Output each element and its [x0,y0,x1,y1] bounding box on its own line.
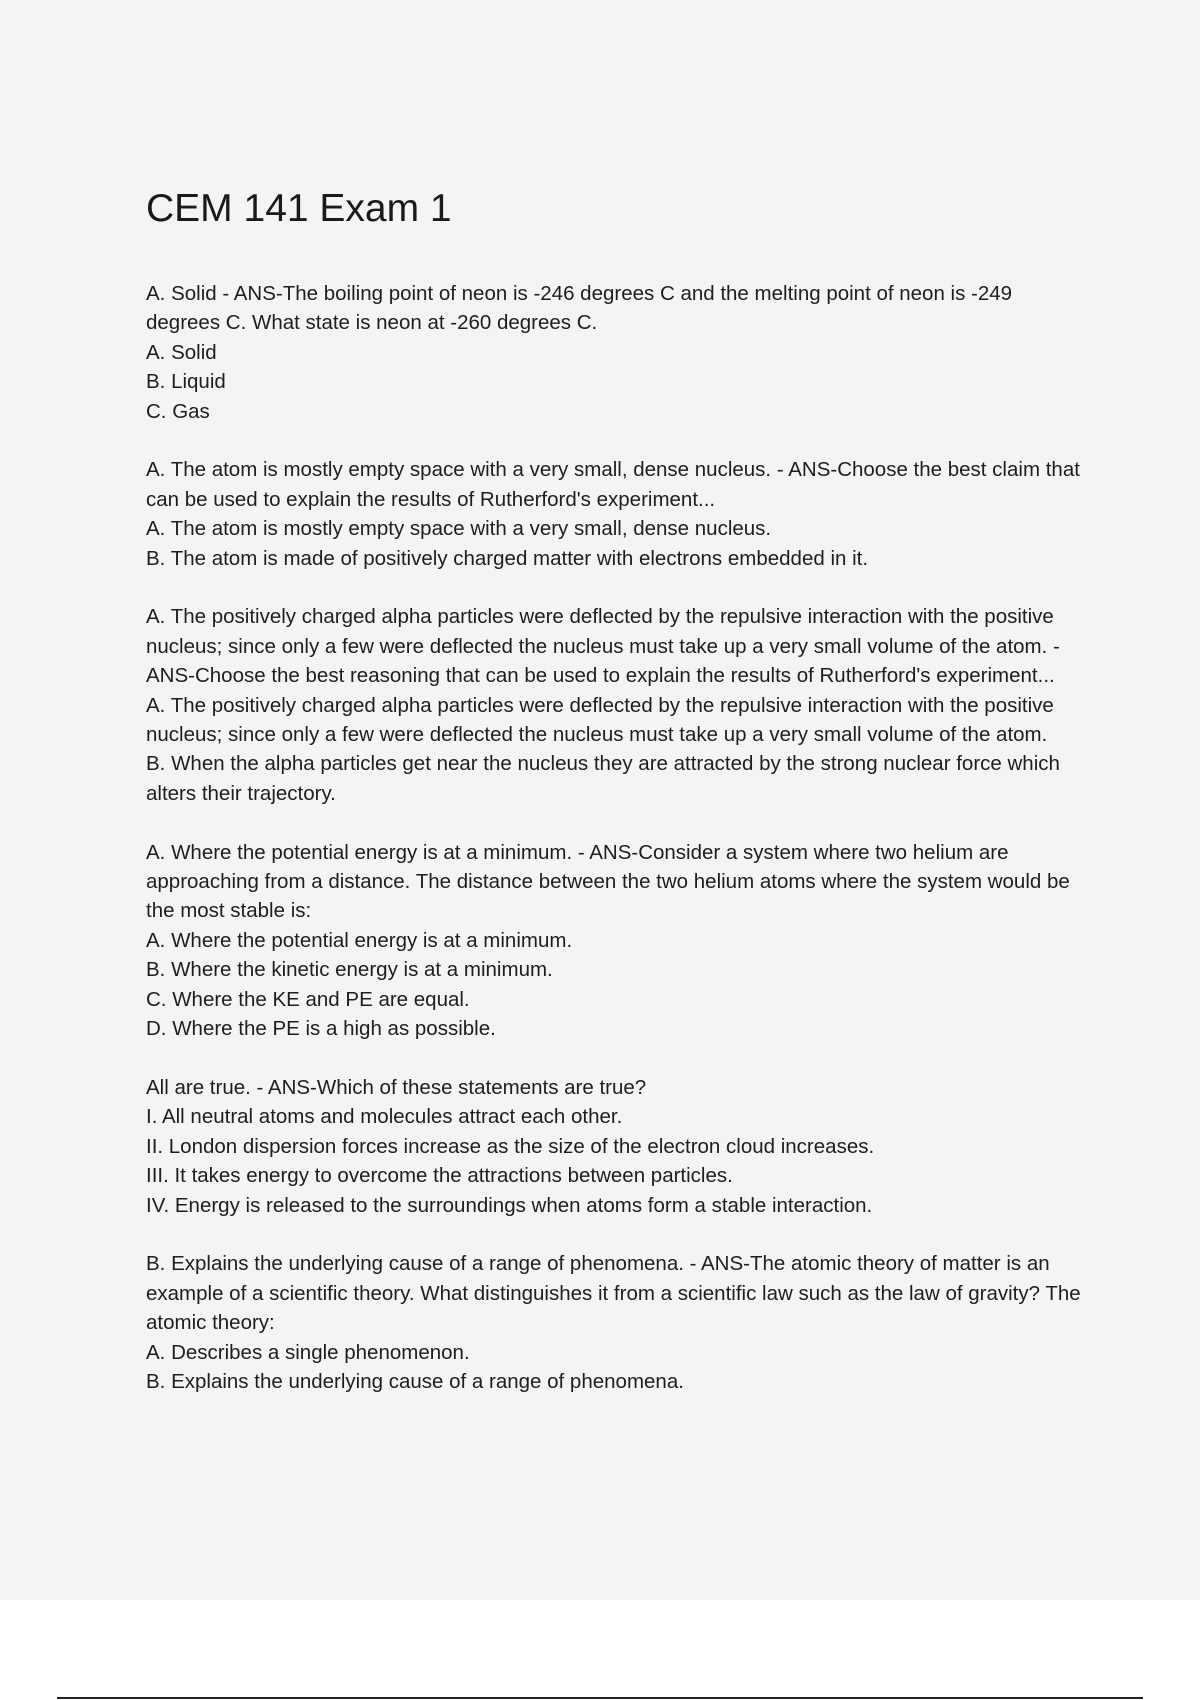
option: A. The atom is mostly empty space with a very small, dense nucleus. [146,517,772,541]
option: IV. Energy is released to the surroundings when atoms form a stable interaction. [146,1193,873,1217]
option: C. Where the KE and PE are equal. [146,987,470,1011]
question-text: A. The atom is mostly empty space with a very small, dense nucleus. - ANS-Choose the best claim that can be used to explain the results of Rutherford's experiment... [146,458,1080,511]
option: B. Where the kinetic energy is at a minimum. [146,958,553,982]
option: III. It takes energy to overcome the attractions between particles. [146,1164,733,1188]
qa-item-4 [146,838,1086,1044]
question-text: B. Explains the underlying cause of a range of phenomena. - ANS-The atomic theory of matter is an example of a scientific theory. What distinguishes it from a scientific law such as the law of gravity? The atomic theory: [146,1252,1081,1335]
qa-item-6 [146,1249,1086,1396]
option: B. Explains the underlying cause of a range of phenomena. [146,1369,684,1393]
question-text: All are true. - ANS-Which of these statements are true? [146,1075,647,1099]
qa-item-2 [146,455,1086,573]
page-divider [57,1697,1143,1699]
option: B. The atom is made of positively charged matter with electrons embedded in it. [146,546,869,570]
question-text: A. Solid - ANS-The boiling point of neon is -246 degrees C and the melting point of neon is -249 degrees C. What state is neon at -260 degrees C. [146,282,1013,335]
question-text: A. The positively charged alpha particles were deflected by the repulsive interaction with the positive nucleus; since only a few were deflected the nucleus must take up a very small volume of the atom. - ANS-Choose the best reasoning that can be used to explain the results of Rutherford's experiment... [146,605,1060,688]
option: I. All neutral atoms and molecules attract each other. [146,1105,623,1129]
option: A. Solid [146,340,217,364]
question-text: A. Where the potential energy is at a minimum. - ANS-Consider a system where two helium are approaching from a distance. The distance between the two helium atoms where the system would be the most stable is: [146,840,1070,923]
page-title: CEM 141 Exam 1 [146,187,452,230]
option: A. Where the potential energy is at a minimum. [146,928,573,952]
qa-item-1 [146,279,1086,426]
option: B. Liquid [146,370,226,394]
option: A. Describes a single phenomenon. [146,1340,470,1364]
qa-item-3 [146,602,1086,808]
option: B. When the alpha particles get near the nucleus they are attracted by the strong nuclear force which alters their trajectory. [146,752,1060,805]
option: II. London dispersion forces increase as the size of the electron cloud increases. [146,1134,875,1158]
qa-item-5 [146,1073,1086,1220]
option: D. Where the PE is a high as possible. [146,1017,496,1041]
qa-list [146,279,1086,1426]
option: A. The positively charged alpha particles were deflected by the repulsive interaction with the positive nucleus; since only a few were deflected the nucleus must take up a very small volume of the atom. [146,693,1054,747]
option: C. Gas [146,399,210,423]
